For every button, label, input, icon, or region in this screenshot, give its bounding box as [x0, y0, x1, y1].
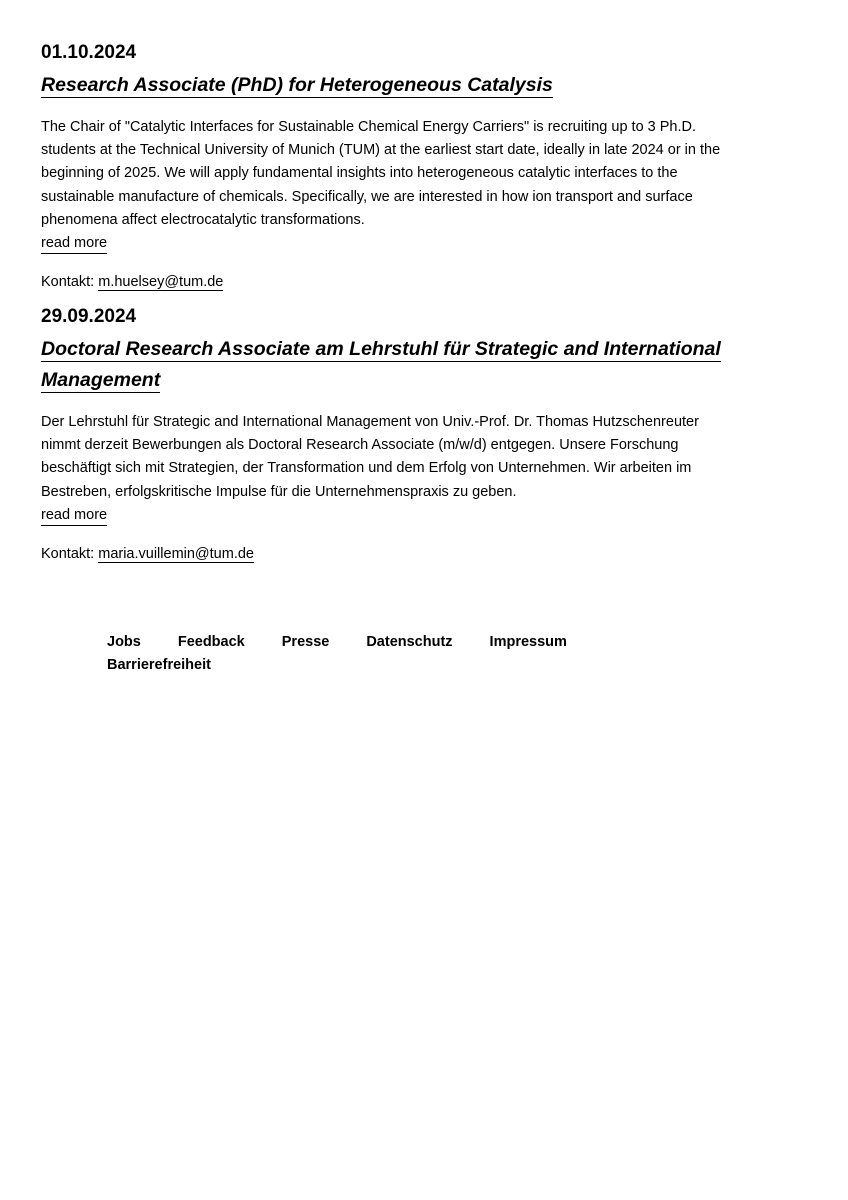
footer-link-jobs[interactable]: Jobs [107, 634, 141, 650]
footer-link-presse[interactable]: Presse [281, 634, 330, 650]
contact-label: Kontakt: [41, 274, 95, 291]
job-list [41, 40, 741, 576]
contact-label: Kontakt: [41, 545, 95, 562]
read-more-link[interactable]: read more [41, 505, 107, 526]
footer-link-impressum[interactable]: Impressum [489, 634, 567, 650]
job-posting [41, 304, 741, 564]
job-contact [41, 272, 741, 292]
job-date: 29.09.2024 [41, 306, 137, 328]
footer-link-feedback[interactable]: Feedback [177, 634, 245, 650]
job-title-link[interactable]: Doctoral Research Associate am Lehrstuhl für Strategic and International Management [41, 338, 721, 392]
job-title-link[interactable]: Research Associate (PhD) for Heterogeneous Catalysis [41, 74, 553, 96]
job-contact [41, 544, 741, 564]
job-posting [41, 40, 741, 292]
job-title [41, 334, 741, 396]
footer-link-datenschutz[interactable]: Datenschutz [366, 634, 453, 650]
contact-email-link[interactable]: maria.vuillemin@tum.de [98, 545, 254, 562]
contact-email-link[interactable]: m.huelsey@tum.de [98, 274, 224, 291]
read-more-link[interactable]: read more [41, 233, 107, 254]
job-title [41, 70, 741, 101]
job-date: 01.10.2024 [41, 42, 137, 63]
footer-nav [107, 632, 627, 675]
job-description: The Chair of "Catalytic Interfaces for Sustainable Chemical Energy Carriers" is recruiting up to 3 Ph.D. students at the Technical University of Munich (TUM) at the earliest start date, ideally in late 2024 or in the beginning of 2025. We will apply fundamental insights into heterogeneous catalytic interfaces to the sustainable manufacture of chemicals. Specifically, we are interested in how ion transport and surface phenomena affect electrocatalytic transformations. [41, 119, 721, 228]
footer-link-barrierefreiheit[interactable]: Barrierefreiheit [107, 657, 211, 673]
job-description: Der Lehrstuhl für Strategic and International Management von Univ.-Prof. Dr. Thomas Hutzschenreuter nimmt derzeit Bewerbungen als Doctoral Research Associate (m/w/d) entgegen. Unsere Forschung beschäftigt sich mit Strategien, der Transformation und dem Erfolg von Unternehmen. Wir arbeiten im Bestreben, erfolgskritische Impulse für die Unternehmenspraxis zu geben. [41, 414, 699, 500]
